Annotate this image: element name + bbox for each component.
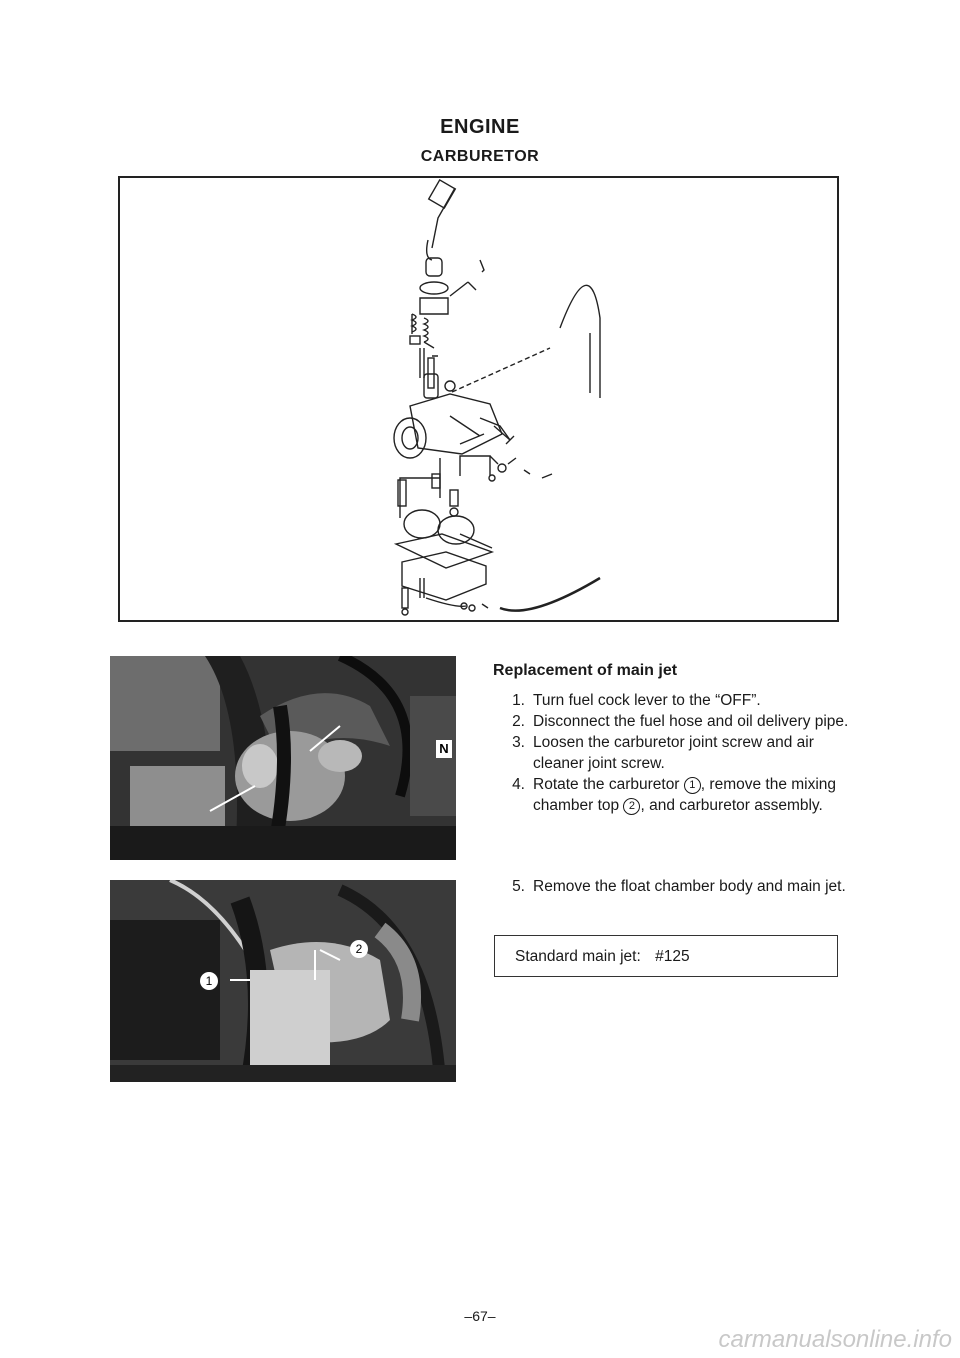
reference-number-2: 2: [623, 798, 640, 815]
watermark: carmanualsonline.info: [718, 1326, 952, 1353]
step-text: Loosen the carburetor joint screw and air cleaner joint screw.: [533, 734, 814, 772]
step-text: [533, 774, 853, 816]
callout-1: 1: [200, 972, 218, 990]
step-text-part: , remove the mixing chamber top: [533, 776, 837, 814]
procedure-title: Replacement of main jet: [493, 662, 678, 679]
spec-label: Standard main jet:: [515, 948, 641, 965]
step-number: 4.: [512, 776, 525, 793]
carburetor-removal-photo: [110, 880, 456, 1082]
step-text: Remove the float chamber body and main jet.: [533, 878, 846, 895]
step-number: 3.: [512, 734, 525, 751]
spec-box: [494, 935, 838, 977]
step-4: [493, 774, 853, 816]
carburetor-installed-photo-icon: [110, 656, 456, 860]
step-text-part: Rotate the carburetor: [533, 776, 680, 793]
step-text: Turn fuel cock lever to the “OFF”.: [533, 692, 761, 709]
reference-number-1: 1: [684, 777, 701, 794]
carburetor-installed-photo: [110, 656, 456, 860]
step-text: Disconnect the fuel hose and oil delivery pipe.: [533, 713, 849, 730]
spec-value: #125: [655, 948, 690, 965]
step-5: [493, 876, 853, 897]
step-text-part: , and carburetor assembly.: [640, 797, 823, 814]
step-2: [493, 711, 853, 732]
subsection-title: CARBURETOR: [420, 148, 540, 165]
step-number: 2.: [512, 713, 525, 730]
carburetor-exploded-view-icon: [120, 178, 837, 620]
carburetor-removal-photo-icon: [110, 880, 456, 1082]
step-number: 1.: [512, 692, 525, 709]
page-number: –67–: [464, 1308, 496, 1324]
section-title: ENGINE: [440, 116, 520, 138]
photo-marker: N: [436, 740, 452, 758]
carburetor-exploded-diagram: [118, 176, 839, 622]
callout-2: 2: [350, 940, 368, 958]
step-1: [493, 690, 853, 711]
step-number: 5.: [512, 878, 525, 895]
procedure-steps: [493, 690, 853, 816]
step-3: [493, 732, 853, 774]
